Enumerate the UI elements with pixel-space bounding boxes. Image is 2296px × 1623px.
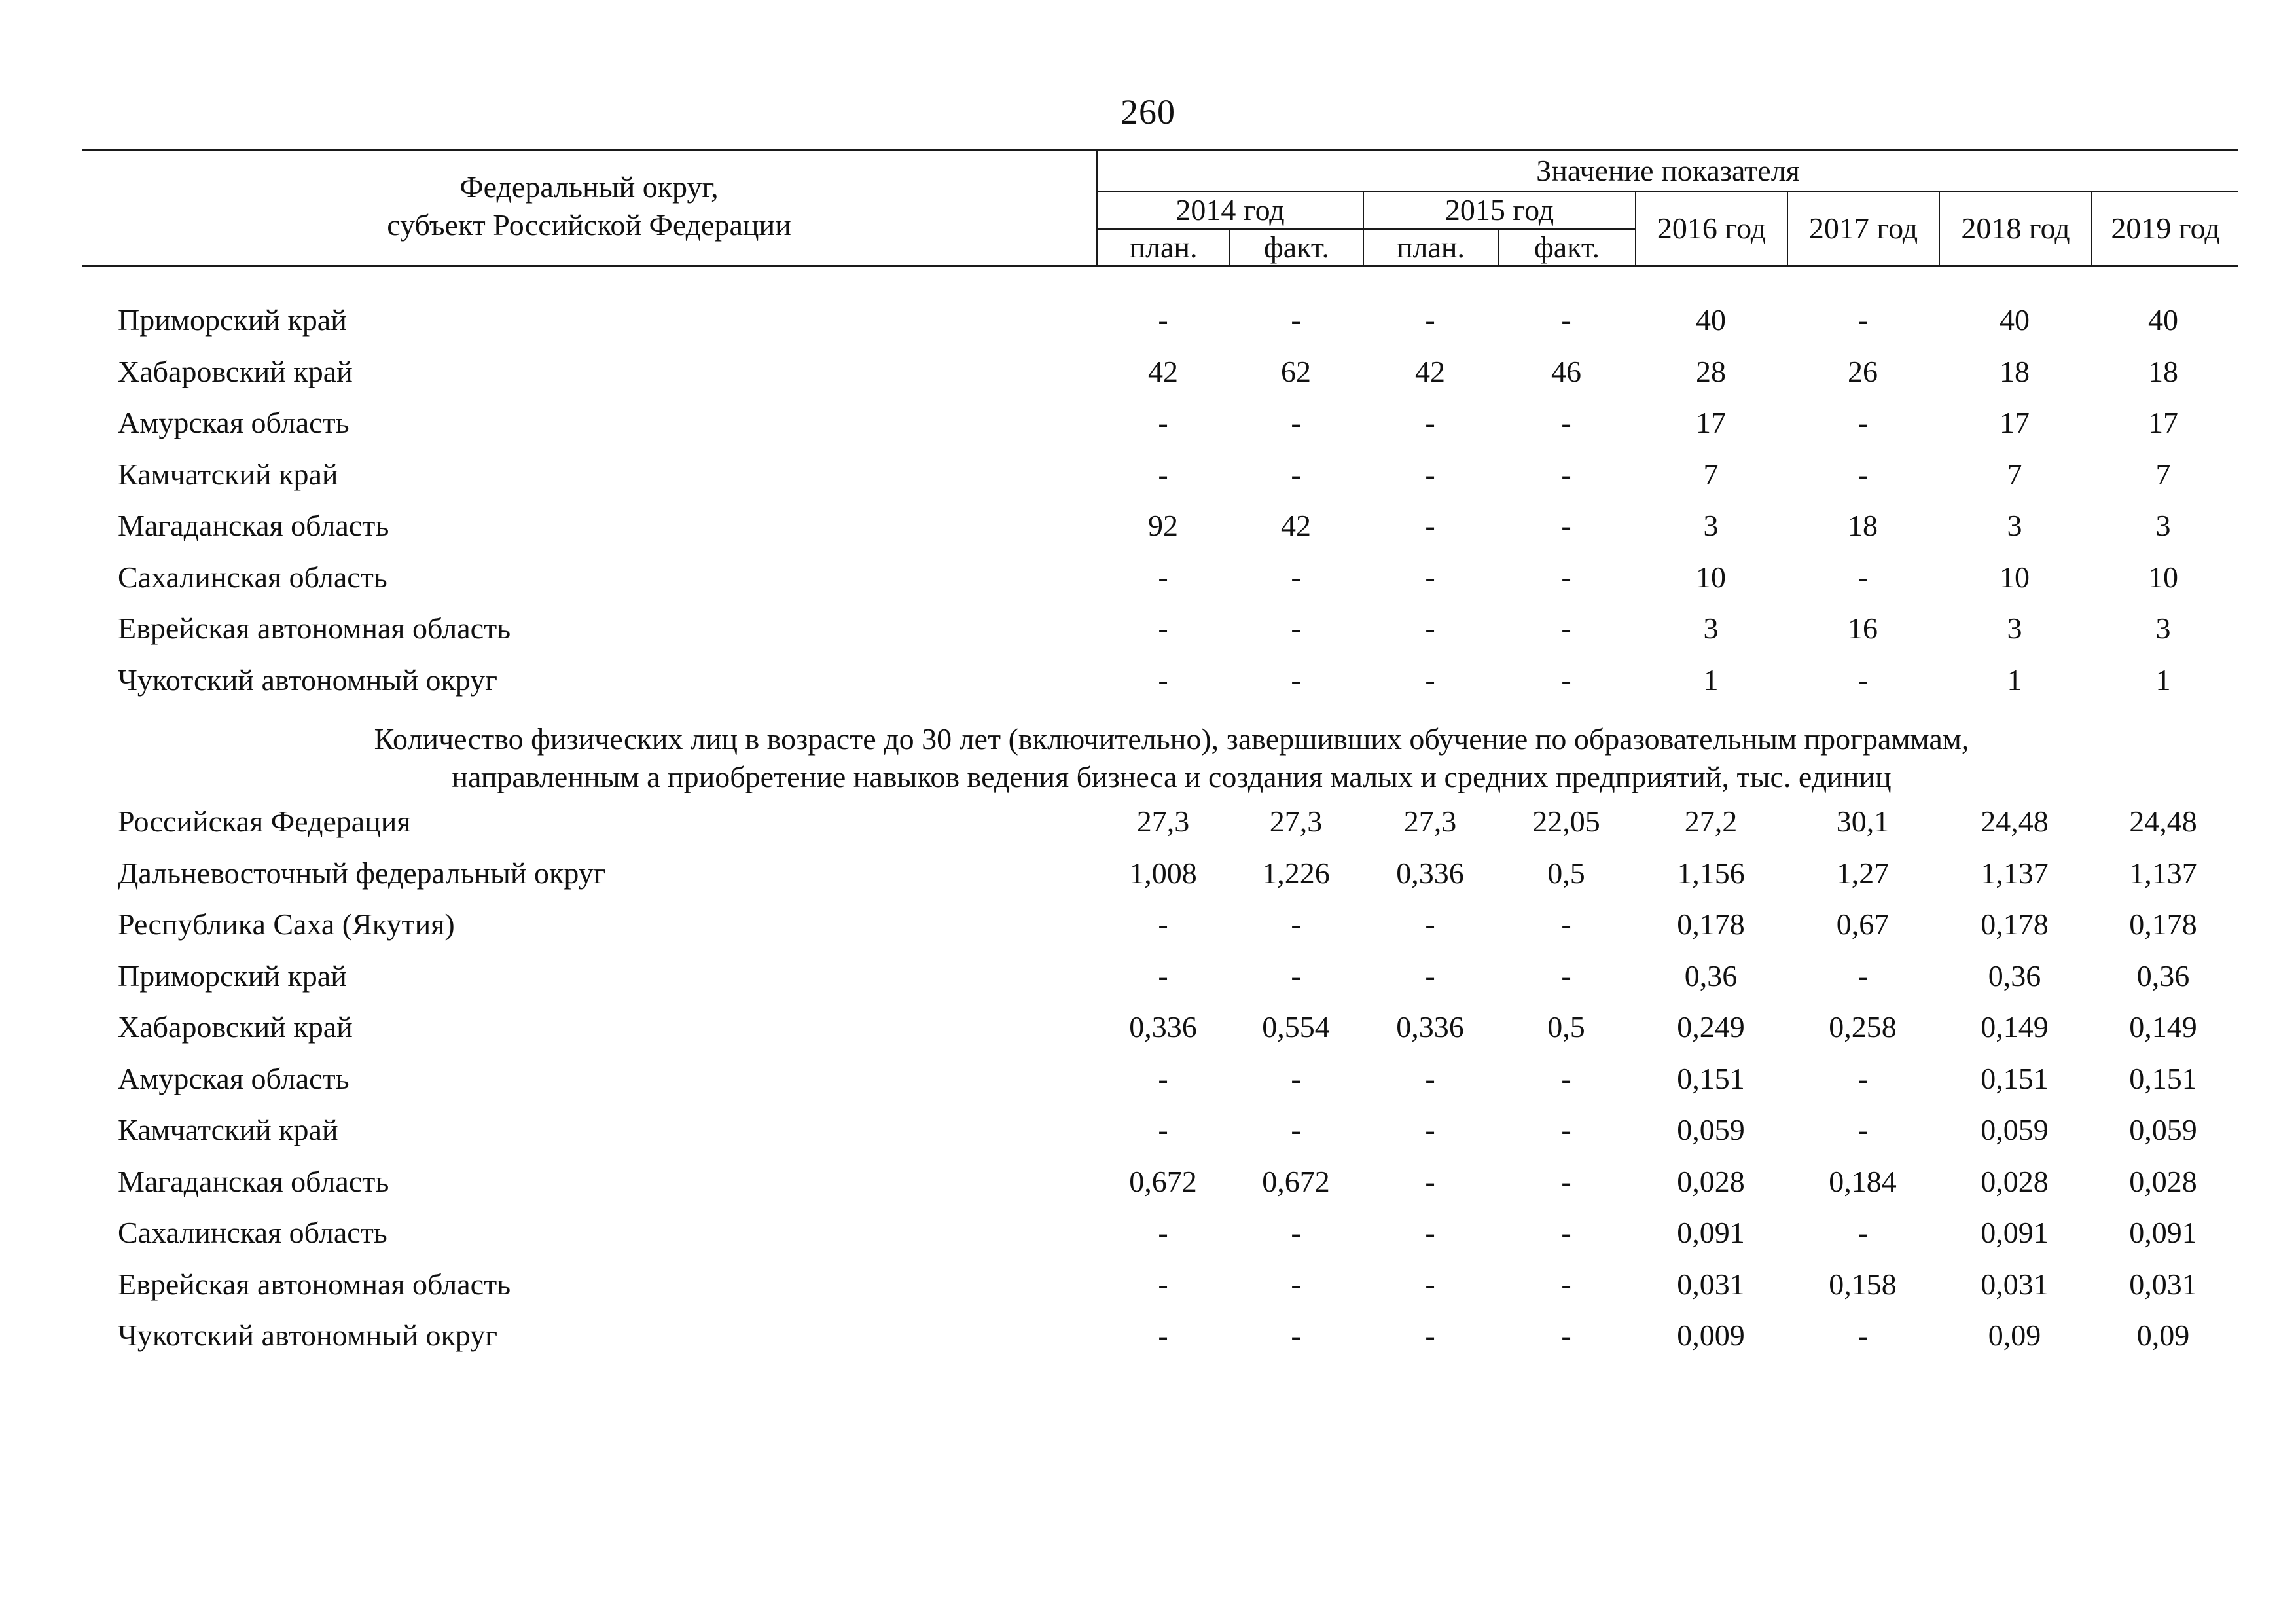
value-cell: - bbox=[1561, 560, 1571, 594]
indicator-header: Значение показателя bbox=[1536, 154, 1800, 187]
value-cell: 0,336 bbox=[1396, 1010, 1464, 1044]
value-cell: 0,059 bbox=[1981, 1113, 2049, 1146]
value-cell: 0,091 bbox=[1677, 1216, 1745, 1249]
value-cell: - bbox=[1158, 406, 1168, 439]
value-cell: 24,48 bbox=[1981, 805, 2049, 838]
value-cell: 1,008 bbox=[1129, 856, 1197, 890]
value-cell: - bbox=[1425, 958, 1435, 993]
value-cell: - bbox=[1857, 1113, 1868, 1146]
value-cell: - bbox=[1291, 406, 1301, 439]
region-name: Республика Саха (Якутия) bbox=[118, 907, 455, 941]
value-cell: - bbox=[1291, 1319, 1301, 1352]
table-row bbox=[0, 958, 2296, 1004]
region-name: Приморский край bbox=[118, 303, 347, 337]
value-cell: - bbox=[1561, 663, 1571, 697]
value-cell: - bbox=[1857, 1319, 1868, 1352]
value-cell: 17 bbox=[2148, 406, 2178, 439]
value-cell: 0,028 bbox=[1677, 1164, 1745, 1198]
value-cell: 0,36 bbox=[1684, 958, 1738, 993]
plan-2015-header: план. bbox=[1396, 230, 1465, 264]
region-column-header-line1: Федеральный округ, bbox=[459, 170, 719, 204]
table-row bbox=[0, 1164, 2296, 1210]
value-cell: 3 bbox=[1703, 611, 1719, 645]
value-cell: 0,091 bbox=[1981, 1216, 2049, 1249]
table-row bbox=[0, 1215, 2296, 1261]
year-2017-header: 2017 год bbox=[1808, 211, 1918, 245]
value-cell: 0,028 bbox=[2129, 1164, 2197, 1198]
page-number: 260 bbox=[1121, 92, 1175, 132]
value-cell: - bbox=[1158, 1216, 1168, 1249]
value-cell: 0,031 bbox=[2129, 1267, 2197, 1301]
value-cell: 0,031 bbox=[1677, 1267, 1745, 1301]
value-cell: - bbox=[1158, 1061, 1168, 1095]
value-cell: 0,028 bbox=[1981, 1164, 2049, 1198]
value-cell: 0,258 bbox=[1829, 1010, 1897, 1044]
value-cell: 0,059 bbox=[1677, 1113, 1745, 1146]
region-name: Еврейская автономная область bbox=[118, 1267, 511, 1301]
value-cell: 1 bbox=[2155, 663, 2171, 697]
value-cell: 62 bbox=[1281, 354, 1311, 388]
value-cell: - bbox=[1158, 560, 1168, 594]
value-cell: - bbox=[1291, 663, 1301, 697]
value-cell: 40 bbox=[2148, 303, 2178, 337]
value-cell: - bbox=[1158, 303, 1168, 337]
region-name: Сахалинская область bbox=[118, 1216, 387, 1249]
value-cell: 0,031 bbox=[1981, 1267, 2049, 1301]
value-cell: - bbox=[1158, 1267, 1168, 1301]
value-cell: 0,151 bbox=[1981, 1061, 2049, 1095]
value-cell: - bbox=[1291, 560, 1301, 594]
value-cell: 18 bbox=[2148, 354, 2178, 388]
value-cell: 0,672 bbox=[1129, 1164, 1197, 1198]
region-name: Приморский край bbox=[118, 958, 347, 993]
value-cell: - bbox=[1158, 907, 1168, 941]
value-cell: 0,672 bbox=[1262, 1164, 1330, 1198]
region-name: Чукотский автономный округ bbox=[118, 1319, 498, 1352]
value-cell: - bbox=[1561, 1216, 1571, 1249]
value-cell: 0,059 bbox=[2129, 1113, 2197, 1146]
region-name: Хабаровский край bbox=[118, 1010, 353, 1044]
value-cell: 10 bbox=[2000, 560, 2030, 594]
year-2019-header: 2019 год bbox=[2111, 211, 2220, 245]
value-cell: 42 bbox=[1281, 509, 1311, 542]
table-row bbox=[0, 907, 2296, 953]
table-row bbox=[0, 804, 2296, 850]
value-cell: - bbox=[1425, 1216, 1435, 1249]
value-cell: 10 bbox=[2148, 560, 2178, 594]
value-cell: 27,2 bbox=[1684, 805, 1738, 838]
value-cell: - bbox=[1291, 1061, 1301, 1095]
region-name: Амурская область bbox=[118, 1061, 350, 1095]
plan-2014-header: план. bbox=[1129, 230, 1198, 264]
value-cell: - bbox=[1425, 1061, 1435, 1095]
region-name: Магаданская область bbox=[118, 1164, 389, 1198]
value-cell: - bbox=[1561, 958, 1571, 993]
value-cell: 17 bbox=[1696, 406, 1726, 439]
value-cell: - bbox=[1561, 1267, 1571, 1301]
value-cell: 0,249 bbox=[1677, 1010, 1745, 1044]
value-cell: 0,5 bbox=[1547, 856, 1585, 890]
value-cell: 3 bbox=[2007, 611, 2022, 645]
value-cell: - bbox=[1291, 907, 1301, 941]
value-cell: - bbox=[1857, 663, 1868, 697]
value-cell: - bbox=[1291, 303, 1301, 337]
value-cell: 0,149 bbox=[1981, 1010, 2049, 1044]
value-cell: - bbox=[1425, 406, 1435, 439]
value-cell: - bbox=[1561, 509, 1571, 542]
value-cell: - bbox=[1158, 1113, 1168, 1146]
value-cell: 1,226 bbox=[1262, 856, 1330, 890]
value-cell: - bbox=[1158, 958, 1168, 993]
fact-2014-header: факт. bbox=[1263, 230, 1330, 264]
value-cell: 0,151 bbox=[2129, 1061, 2197, 1095]
table-row bbox=[0, 1010, 2296, 1055]
value-cell: 7 bbox=[1703, 457, 1719, 491]
value-cell: - bbox=[1158, 1319, 1168, 1352]
value-cell: 0,5 bbox=[1547, 1010, 1585, 1044]
value-cell: 17 bbox=[2000, 406, 2030, 439]
value-cell: 0,158 bbox=[1829, 1267, 1897, 1301]
value-cell: - bbox=[1857, 406, 1868, 439]
value-cell: 1,156 bbox=[1677, 856, 1745, 890]
value-cell: 92 bbox=[1148, 509, 1178, 542]
value-cell: - bbox=[1561, 1113, 1571, 1146]
value-cell: 0,67 bbox=[1836, 907, 1890, 941]
value-cell: 3 bbox=[1703, 509, 1719, 542]
value-cell: - bbox=[1857, 303, 1868, 337]
table-row bbox=[0, 1318, 2296, 1364]
value-cell: 27,3 bbox=[1136, 805, 1190, 838]
year-2016-header: 2016 год bbox=[1657, 211, 1767, 245]
table-row bbox=[0, 1061, 2296, 1107]
value-cell: - bbox=[1561, 907, 1571, 941]
value-cell: 7 bbox=[2155, 457, 2171, 491]
value-cell: 0,149 bbox=[2129, 1010, 2197, 1044]
value-cell: 42 bbox=[1148, 354, 1178, 388]
region-column-header-line2: субъект Российской Федерации bbox=[387, 208, 791, 242]
value-cell: - bbox=[1425, 1113, 1435, 1146]
value-cell: - bbox=[1857, 1216, 1868, 1249]
table-row bbox=[0, 856, 2296, 902]
value-cell: - bbox=[1425, 663, 1435, 697]
value-cell: 0,09 bbox=[2136, 1319, 2190, 1352]
table-row bbox=[0, 1112, 2296, 1158]
region-name: Сахалинская область bbox=[118, 560, 387, 594]
value-cell: - bbox=[1425, 1164, 1435, 1198]
value-cell: - bbox=[1291, 1267, 1301, 1301]
region-name: Российская Федерация bbox=[118, 805, 411, 838]
value-cell: 27,3 bbox=[1269, 805, 1323, 838]
value-cell: - bbox=[1425, 1267, 1435, 1301]
value-cell: 40 bbox=[2000, 303, 2030, 337]
value-cell: - bbox=[1561, 611, 1571, 645]
value-cell: 28 bbox=[1696, 354, 1726, 388]
region-name: Магаданская область bbox=[118, 509, 389, 542]
section2-caption-line1: Количество физических лиц в возрасте до 30 лет (включительно), завершивших обучение по образовательным программам, bbox=[374, 722, 1969, 756]
value-cell: 1 bbox=[2007, 663, 2022, 697]
value-cell: - bbox=[1425, 611, 1435, 645]
value-cell: - bbox=[1291, 611, 1301, 645]
value-cell: - bbox=[1857, 958, 1868, 993]
value-cell: - bbox=[1857, 560, 1868, 594]
value-cell: - bbox=[1291, 457, 1301, 491]
value-cell: 42 bbox=[1415, 354, 1445, 388]
value-cell: - bbox=[1158, 457, 1168, 491]
region-name: Амурская область bbox=[118, 406, 350, 439]
value-cell: 0,09 bbox=[1988, 1319, 2041, 1352]
value-cell: 0,36 bbox=[2136, 958, 2190, 993]
value-cell: 26 bbox=[1848, 354, 1878, 388]
value-cell: 1,137 bbox=[2129, 856, 2197, 890]
value-cell: - bbox=[1561, 1319, 1571, 1352]
region-name: Дальневосточный федеральный округ bbox=[118, 856, 606, 890]
value-cell: 46 bbox=[1551, 354, 1581, 388]
year-2014-header: 2014 год bbox=[1175, 193, 1285, 227]
fact-2015-header: факт. bbox=[1534, 230, 1600, 264]
region-name: Камчатский край bbox=[118, 457, 338, 491]
value-cell: 0,336 bbox=[1396, 856, 1464, 890]
region-name: Еврейская автономная область bbox=[118, 611, 511, 645]
value-cell: 24,48 bbox=[2129, 805, 2197, 838]
value-cell: - bbox=[1425, 509, 1435, 542]
value-cell: 18 bbox=[1848, 509, 1878, 542]
value-cell: - bbox=[1561, 457, 1571, 491]
value-cell: 3 bbox=[2155, 509, 2171, 542]
value-cell: 22,05 bbox=[1532, 805, 1600, 838]
section2-caption-line2: направленным а приобретение навыков ведения бизнеса и создания малых и средних предприятий, тыс. единиц bbox=[452, 760, 1892, 793]
value-cell: 0,151 bbox=[1677, 1061, 1745, 1095]
year-2018-header: 2018 год bbox=[1961, 211, 2070, 245]
value-cell: 1,137 bbox=[1981, 856, 2049, 890]
value-cell: 40 bbox=[1696, 303, 1726, 337]
value-cell: 0,184 bbox=[1829, 1164, 1897, 1198]
region-name: Хабаровский край bbox=[118, 354, 353, 388]
value-cell: 0,178 bbox=[2129, 907, 2197, 941]
value-cell: - bbox=[1425, 907, 1435, 941]
value-cell: 0,336 bbox=[1129, 1010, 1197, 1044]
table-row bbox=[0, 1267, 2296, 1313]
value-cell: - bbox=[1158, 611, 1168, 645]
value-cell: 10 bbox=[1696, 560, 1726, 594]
value-cell: - bbox=[1291, 1216, 1301, 1249]
region-name: Чукотский автономный округ bbox=[118, 663, 498, 697]
value-cell: 0,091 bbox=[2129, 1216, 2197, 1249]
value-cell: - bbox=[1857, 1061, 1868, 1095]
value-cell: 1 bbox=[1703, 663, 1719, 697]
value-cell: 3 bbox=[2155, 611, 2171, 645]
value-cell: - bbox=[1291, 1113, 1301, 1146]
value-cell: 0,178 bbox=[1677, 907, 1745, 941]
value-cell: - bbox=[1561, 406, 1571, 439]
value-cell: - bbox=[1425, 457, 1435, 491]
value-cell: - bbox=[1561, 1164, 1571, 1198]
value-cell: 0,178 bbox=[1981, 907, 2049, 941]
value-cell: 3 bbox=[2007, 509, 2022, 542]
value-cell: 1,27 bbox=[1836, 856, 1890, 890]
value-cell: 0,554 bbox=[1262, 1010, 1330, 1044]
value-cell: - bbox=[1425, 560, 1435, 594]
value-cell: 0,009 bbox=[1677, 1319, 1745, 1352]
value-cell: - bbox=[1561, 303, 1571, 337]
value-cell: - bbox=[1158, 663, 1168, 697]
region-name: Камчатский край bbox=[118, 1113, 338, 1146]
year-2015-header: 2015 год bbox=[1444, 193, 1554, 227]
value-cell: 7 bbox=[2007, 457, 2022, 491]
value-cell: 30,1 bbox=[1836, 805, 1890, 838]
value-cell: - bbox=[1425, 1319, 1435, 1352]
value-cell: 0,36 bbox=[1988, 958, 2041, 993]
value-cell: - bbox=[1561, 1061, 1571, 1095]
value-cell: - bbox=[1425, 303, 1435, 337]
value-cell: - bbox=[1291, 958, 1301, 993]
value-cell: 16 bbox=[1848, 611, 1878, 645]
value-cell: 18 bbox=[2000, 354, 2030, 388]
value-cell: - bbox=[1857, 457, 1868, 491]
value-cell: 27,3 bbox=[1403, 805, 1457, 838]
